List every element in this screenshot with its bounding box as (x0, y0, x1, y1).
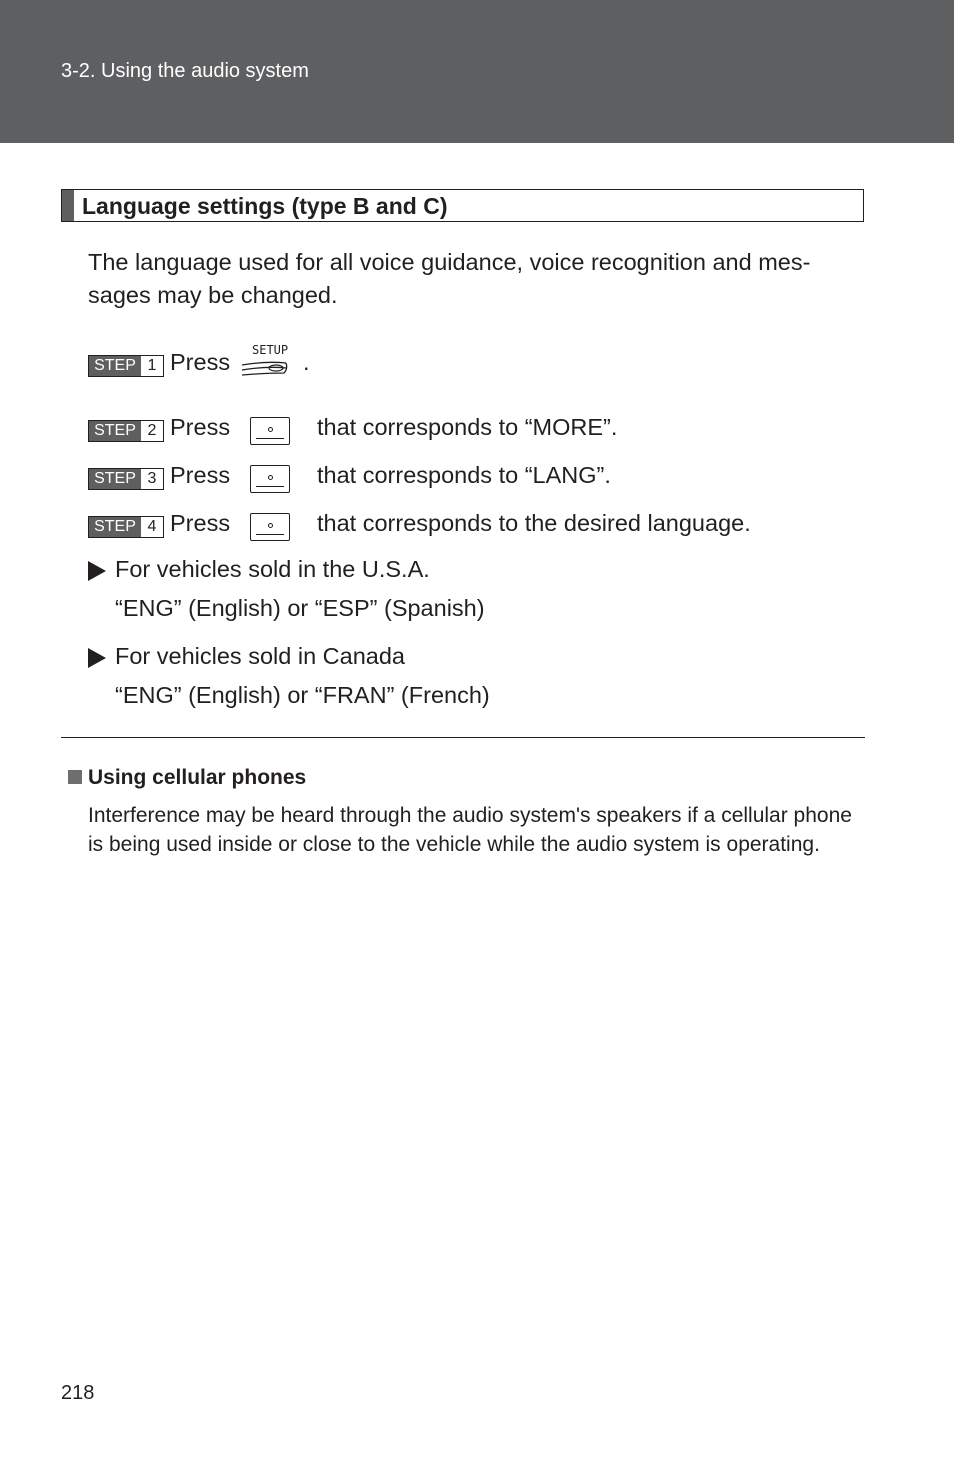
step-badge (88, 468, 164, 490)
step-press-text: Press (170, 510, 231, 536)
region-label: For vehicles sold in Canada (115, 643, 405, 669)
step-suffix: that corresponds to the desired language. (317, 510, 751, 536)
step-suffix: . (303, 349, 310, 375)
square-bullet-icon (68, 770, 82, 784)
step-badge-word: STEP (89, 469, 141, 489)
preset-button-icon (250, 513, 290, 541)
step-badge-number: 4 (147, 518, 157, 535)
section-title-box (61, 189, 864, 222)
step-badge-word: STEP (89, 517, 141, 537)
intro-paragraph: The language used for all voice guidance, voice recognition and mes-sages may be changed. (88, 249, 811, 308)
step-badge-word: STEP (89, 356, 141, 376)
setup-button-label: SETUP (252, 343, 289, 357)
step-press-text: Press (170, 462, 231, 488)
step-press-text: Press (170, 349, 231, 375)
triangle-bullet-icon (88, 561, 106, 581)
page-header (0, 0, 954, 143)
region-options: “ENG” (English) or “ESP” (Spanish) (115, 595, 485, 621)
step-badge (88, 420, 164, 442)
note-heading (68, 766, 306, 790)
region-label: For vehicles sold in the U.S.A. (115, 556, 430, 582)
note-body: Interference may be heard through the audio system's speakers if a cellular phone is being used inside or close to the vehicle while the audio system is operating. (88, 804, 852, 856)
step-press-text: Press (170, 414, 231, 440)
setup-button-icon (240, 341, 292, 381)
preset-button-icon (250, 465, 290, 493)
step-badge-word: STEP (89, 421, 141, 441)
step-suffix: that corresponds to “LANG”. (317, 462, 611, 488)
note-title: Using cellular phones (88, 766, 307, 789)
step-badge-number: 1 (147, 357, 157, 374)
section-title: Language settings (type B and C) (82, 193, 448, 219)
step-badge (88, 355, 164, 377)
preset-button-icon (250, 417, 290, 445)
chapter-label: 3-2. Using the audio system (61, 60, 309, 82)
section-title-marker (62, 190, 74, 221)
step-badge-number: 2 (147, 422, 157, 439)
step-suffix: that corresponds to “MORE”. (317, 414, 618, 440)
divider (61, 737, 865, 738)
step-badge-number: 3 (147, 470, 157, 487)
step-badge (88, 516, 164, 538)
triangle-bullet-icon (88, 648, 106, 668)
page-number: 218 (61, 1382, 95, 1404)
region-options: “ENG” (English) or “FRAN” (French) (115, 682, 490, 708)
